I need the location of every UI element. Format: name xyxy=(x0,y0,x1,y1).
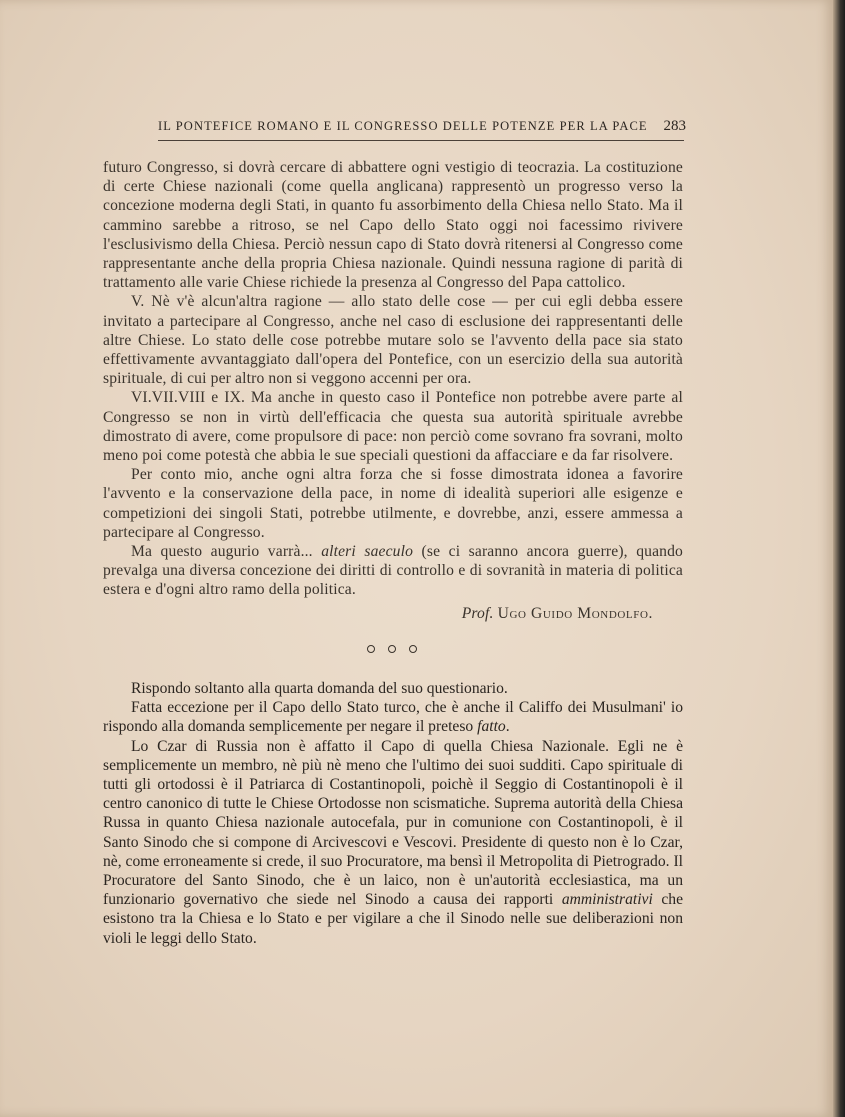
paragraph: Per conto mio, anche ogni altra forza che si fosse dimostrata idonea a favorire l'avvento e la conservazione della pace, in nome di idealità superiori alle esigenze e competizioni dei singoli Stati, potrebbe utilmente, e dovrebbe, anzi, essere ammessa a partecipare al Congresso. xyxy=(103,466,683,541)
section-separator xyxy=(367,645,417,653)
author-signature xyxy=(103,604,683,623)
page-edge xyxy=(833,0,845,1117)
paragraph xyxy=(103,737,683,948)
separator-circle-icon xyxy=(409,645,417,653)
response-section xyxy=(103,679,683,948)
text-run: . xyxy=(505,718,510,736)
emphasis: fatto xyxy=(477,718,506,736)
text-run: (se ci saranno ancora guerre), quando prevalga una diversa concezione dei diritti di controllo e di sovranità in materia di politica estera e d'ogni altro ramo della politica. xyxy=(103,543,683,599)
paragraph: futuro Congresso, si dovrà cercare di abbattere ogni vestigio di teocrazia. La costituzione di certe Chiese nazionali (come quella anglicana) rappresentò un progresso verso la concezione moderna degli Stati, in quanto fu assorbimento della Chiesa nello Stato. Ma il cammino sarebbe a ritroso, se nel Capo dello Stato oggi noi facessimo rivivere l'esclusivismo della Chiesa. Perciò nessun capo di Stato dovrà ritenersi al Congresso come rappresentante anche della propria Chiesa nazionale. Quindi nessuna ragione di parità di trattamento alle varie Chiese richiede la presenza al Congresso del Papa cattolico. xyxy=(103,159,683,292)
paragraph: VI.VII.VIII e IX. Ma anche in questo caso il Pontefice non potrebbe avere parte al Congresso se non in virtù dell'efficacia che questa sua autorità spirituale avrebbe dimostrato di avere, come propulsore di pace: non perciò come sovrano fra sovrani, molto meno poi come potestà che abbia le sue speciali questioni da affacciare e da far risolvere. xyxy=(103,389,683,465)
paragraph: Rispondo soltanto alla quarta domanda del suo questionario. xyxy=(131,680,508,697)
latin-phrase: alteri saeculo xyxy=(321,543,414,561)
separator-circle-icon xyxy=(388,645,396,653)
article-continuation xyxy=(103,158,683,623)
paragraph: V. Nè v'è alcun'altra ragione — allo stato delle cose — per cui egli debba essere invitato a partecipare al Congresso, anche nel caso di esclusione dei rappresentanti delle altre Chiese. Lo stato delle cose potrebbe mutare solo se l'avvento della pace sia stato effettivamente avvantaggiato dall'opera del Pontefice, con un esercizio della sua autorità spirituale, di cui per altro non si veggono accenni per ora. xyxy=(103,293,683,388)
signature-name: Ugo Guido Mondolfo. xyxy=(497,604,653,622)
running-title: IL PONTEFICE ROMANO E IL CONGRESSO DELLE POTENZE PER LA PACE xyxy=(158,119,648,133)
text-run: Lo Czar di Russia non è affatto il Capo di quella Chiesa Nazionale. Egli ne è semplicemente un membro, nè più nè meno che l'ultimo dei suoi sudditi. Capo spirituale di tutti gli ortodossi è il Patriarca di Costantinopoli, poichè il Seggio di Costantinopoli è il centro canonico di tutte le Chiese Ortodosse non scismatiche. Suprema autorità della Chiesa Russa in quanto Chiesa nazionale autocefala, pur in comunione con Costantinopoli, è il Santo Sinodo che si compone di Arcivescovi e Vescovi. Presidente di questo non è lo Czar, nè, come erroneamente si crede, il suo Procuratore, ma bensì il Metropolita di Pietrogrado. Il Procuratore del Santo Sinodo, che è un laico, non è un'autorità ecclesiastica, ma un funzionario governativo che siede nel Sinodo a causa dei rapporti xyxy=(103,737,683,909)
page-number: 283 xyxy=(663,118,686,134)
separator-circle-icon xyxy=(367,645,375,653)
paragraph xyxy=(103,542,683,600)
signature-title: Prof. xyxy=(461,604,494,622)
paragraph xyxy=(103,698,683,736)
text-run: Fatta eccezione per il Capo dello Stato turco, che è anche il Califfo dei Musulmani' io rispondo alla domanda semplicemente per negare il preteso xyxy=(103,699,683,736)
running-head xyxy=(158,118,684,141)
text-run: che esistono tra la Chiesa e lo Stato e per vigilare a che il Sinodo nelle sue deliberazioni non violi le leggi dello Stato. xyxy=(103,891,683,947)
emphasis: amministrativi xyxy=(561,891,653,909)
text-run: Ma questo augurio varrà... xyxy=(131,543,322,561)
